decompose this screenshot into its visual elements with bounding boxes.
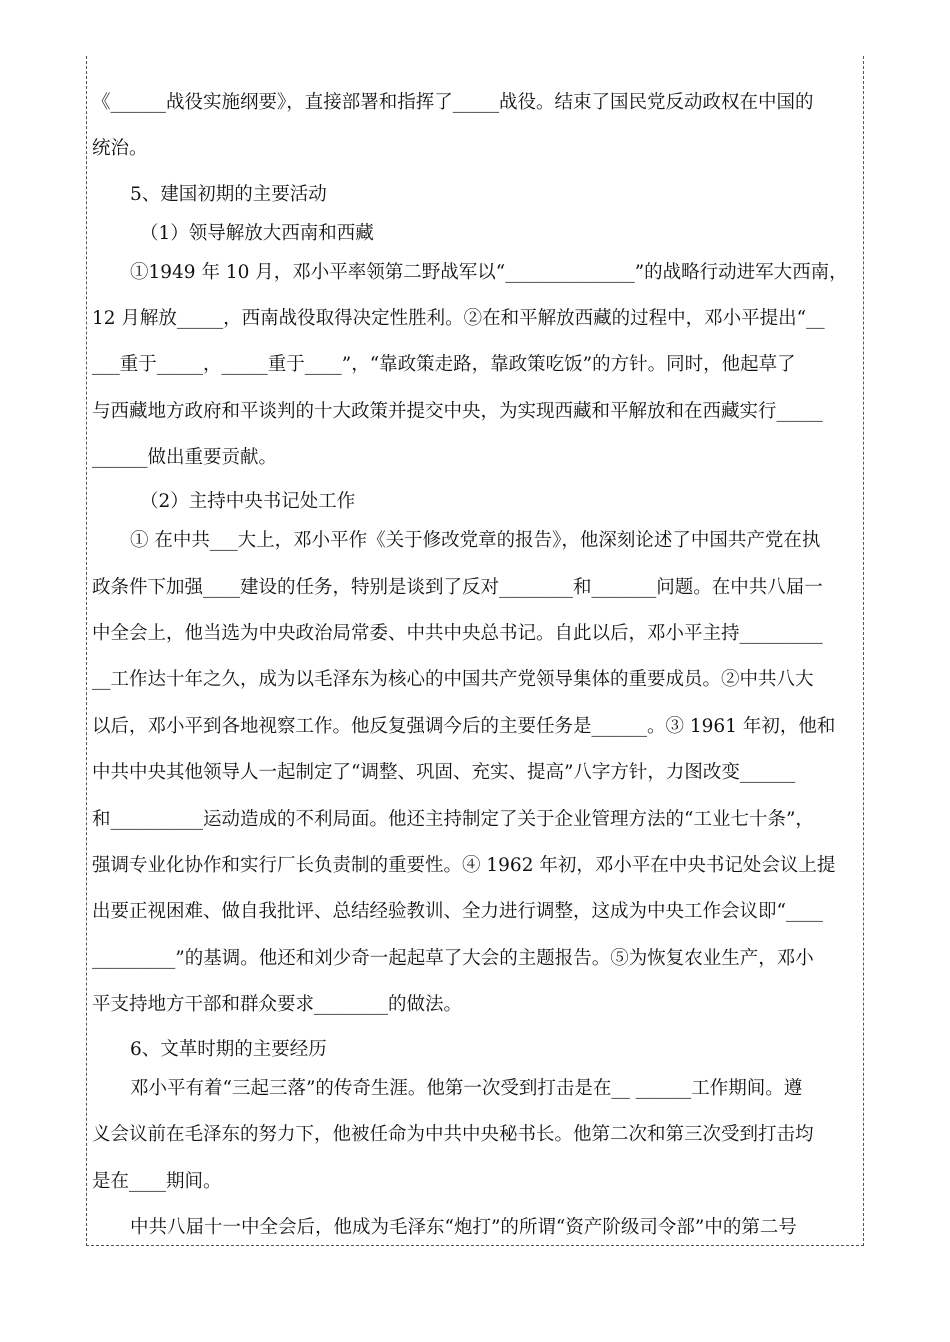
text-line: 义会议前在毛泽东的努力下，他被任命为中共中央秘书长。他第二次和第三次受到打击均: [92, 1124, 814, 1145]
text-line: 统治。: [92, 138, 148, 159]
text-line: 邓小平有着“三起三落”的传奇生涯。他第一次受到打击是在__ ______工作期间。遵: [130, 1078, 803, 1099]
text-line: __工作达十年之久，成为以毛泽东为核心的中国共产党领导集体的重要成员。②中共八大: [92, 669, 814, 690]
section-heading: 6、文革时期的主要经历: [130, 1039, 327, 1060]
text-line: 中共中央其他领导人一起制定了“调整、巩固、充实、提高”八字方针，力图改变______: [92, 762, 796, 783]
text-line: 强调专业化协作和实行厂长负责制的重要性。④ 1962 年初，邓小平在中央书记处会议上提: [92, 855, 836, 876]
text-line: 12 月解放_____，西南战役取得决定性胜利。②在和平解放西藏的过程中，邓小平提出“__: [92, 308, 825, 329]
text-line: ______做出重要贡献。: [92, 447, 278, 468]
text-line: 平支持地方干部和群众要求________的做法。: [92, 994, 463, 1015]
text-line: 中全会上，他当选为中央政治局常委、中共中央总书记。自此以后，邓小平主持_________: [92, 623, 823, 644]
text-line: ___重于_____，_____重于____”，“靠政策走路，靠政策吃饭”的方针。同时，他起草了: [92, 354, 796, 375]
text-line: ①1949 年 10 月，邓小平率领第二野战军以“______________”的战略行动进军大西南，: [130, 262, 848, 283]
text-line: ① 在中共___大上，邓小平作《关于修改党章的报告》，他深刻论述了中国共产党在执: [130, 530, 821, 551]
text-line: 出要正视困难、做自我批评、总结经验教训、全力进行调整，这成为中央工作会议即“____: [92, 901, 823, 922]
text-line: 《______战役实施纲要》，直接部署和指挥了_____战役。结束了国民党反动政权在中国的: [92, 92, 814, 113]
text-line: 以后，邓小平到各地视察工作。他反复强调今后的主要任务是______。③ 1961 年初，他和: [92, 716, 836, 737]
text-line: 政条件下加强____建设的任务，特别是谈到了反对________和_______问题。在中共八届一: [92, 577, 823, 598]
section-heading: 5、建国初期的主要活动: [130, 184, 327, 205]
text-line: _________”的基调。他还和刘少奇一起起草了大会的主题报告。⑤为恢复农业生产，邓小: [92, 948, 814, 969]
text-line: 是在____期间。: [92, 1171, 222, 1192]
subsection-heading: （2）主持中央书记处工作: [140, 491, 356, 512]
text-line: 中共八届十一中全会后，他成为毛泽东“炮打”的所谓“资产阶级司令部”中的第二号: [130, 1217, 797, 1238]
text-line: 与西藏地方政府和平谈判的十大政策并提交中央，为实现西藏和平解放和在西藏实行_____: [92, 401, 823, 422]
text-line: 和__________运动造成的不利局面。他还主持制定了关于企业管理方法的“工业七十条”，: [92, 809, 814, 830]
subsection-heading: （1）领导解放大西南和西藏: [140, 223, 374, 244]
